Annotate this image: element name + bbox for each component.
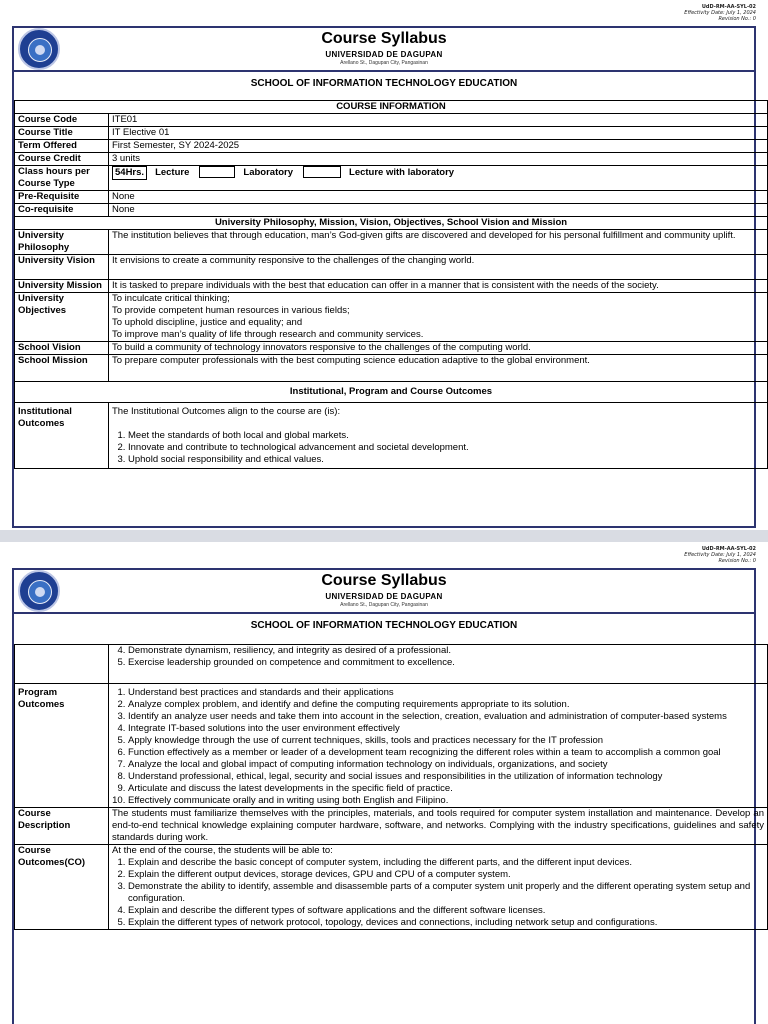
table-row	[15, 645, 768, 684]
list-item: 4. Explain and describe the different types of software applications and the different software licenses.	[128, 905, 764, 917]
list-item: To improve man’s quality of life through research and community services.	[112, 329, 424, 340]
list-item: 5. Explain the different types of network protocol, topology, devices and connections, including network setup and configurations.	[128, 917, 764, 929]
course-outcomes	[109, 845, 768, 930]
table-row: University Objectives To inculcate critical thinking; To provide competent human resources in various fields; To uphold discipline, justice and equality; and To improve man’s quality of life through research and community services.	[15, 293, 768, 342]
table-row: Program Outcomes 1. Understand best practices and standards and their applications 2. Analyze complex problem, and identify and define the computing requirements appropriate to its solution. 3. Identify an analyze user needs and take them into account in the selection, creation, evaluation and administration of computer-based systems 4. Integrate IT-based solutions into the user environment effectively 5. Apply knowledge through the use of current techniques, skills, tools and practices necessary for the IT profession 6. Function effectively as a member or leader of a development team recognizing the different roles within a team to accomplish a common goal 7. Analyze the local and global impact of computing information technology on individuals, organizations, and society 8. Understand professional, ethical, legal, security and social issues and responsibilities in the utilization of information technology 9. Articulate and discuss the latest developments in the specific field of practice. 10. Effectively communicate orally and in writing using both English and Filipino.	[15, 684, 768, 808]
lecture-option: Lecture	[155, 167, 190, 178]
list-item: To provide competent human resources in various fields;	[112, 305, 350, 316]
table-row: Course Title IT Elective 01	[15, 127, 768, 140]
section-philosophy: University Philosophy, Mission, Vision, Objectives, School Vision and Mission	[15, 217, 768, 230]
laboratory-option: Laboratory	[243, 167, 294, 178]
list-item: 4. Demonstrate dynamism, resiliency, and integrity as desired of a professional.	[128, 645, 764, 657]
revision-number: Revision No.: 0	[718, 16, 756, 22]
institutional-outcomes-continued	[109, 645, 768, 684]
university-name: UNIVERSIDAD DE DAGUPAN	[325, 50, 443, 59]
list-item: 3. Demonstrate the ability to identify, assemble and disassemble parts of a computer system unit properly and the different operating system setup and configuration.	[128, 881, 764, 905]
table-row: Course Code ITE01	[15, 114, 768, 127]
institutional-outcomes	[109, 403, 768, 469]
syllabus-header	[12, 26, 756, 72]
table-row: Course Credit 3 units	[15, 153, 768, 166]
effectivity-date: Effectivity Date: July 1, 2024	[684, 10, 756, 16]
table-row: Pre-Requisite None	[15, 191, 768, 204]
university-address: Arellano St., Dagupan City, Pangasinan	[340, 60, 428, 66]
table-row: School Vision To build a community of technology innovators responsive to the challenges of the computing world.	[15, 342, 768, 355]
list-item: To uphold discipline, justice and equality; and	[112, 317, 303, 328]
table-row: School Mission To prepare computer professionals with the best computing science education adaptive to the global environment.	[15, 355, 768, 382]
list-item: 2. Innovate and contribute to technological advancement and societal development.	[128, 442, 764, 454]
syllabus-page-2	[0, 542, 768, 1024]
course-type-options	[109, 166, 768, 191]
syllabus-header: Course Syllabus UNIVERSIDAD DE DAGUPAN Arellano St., Dagupan City, Pangasinan	[12, 568, 756, 614]
table-row: University Philosophy The institution believes that through education, man’s God-given gifts are discovered and developed for his personal fulfillment and community uplift.	[15, 230, 768, 255]
table-row: Co-requisite None	[15, 204, 768, 217]
list-item: To inculcate critical thinking;	[112, 293, 230, 304]
course-description: The students must familiarize themselves with the principles, materials, and tools required for computer system installation and maintenance. Develop an end-to-end technical knowledge explaining computer hardware, software, and networks. Complying with the industry specifications, guidelines and safety standards during work.	[109, 808, 768, 845]
lecture-lab-checkbox	[303, 166, 341, 178]
document-code: UdD-RM-AA-SYL-02	[701, 4, 756, 10]
table-row: Term Offered First Semester, SY 2024-2025	[15, 140, 768, 153]
university-philosophy: The institution believes that through education, man’s God-given gifts are discovered and developed for his personal fulfillment and community uplift.	[109, 230, 768, 255]
section-course-information: COURSE INFORMATION	[15, 101, 768, 114]
course-outcomes-intro: At the end of the course, the students will be able to:	[112, 845, 333, 856]
course-code: ITE01	[109, 114, 768, 127]
pre-requisite: None	[109, 191, 768, 204]
list-item: 10. Effectively communicate orally and in writing using both English and Filipino.	[128, 795, 764, 807]
course-title: IT Elective 01	[109, 127, 768, 140]
table-row: Class hours per Course Type 54Hrs. Lecture Laboratory Lecture with laboratory	[15, 166, 768, 191]
document-control-info: UdD-RM-AA-SYL-02 Effectivity Date: July 1, 2024 Revision No.: 0	[684, 546, 756, 564]
document-control-info	[684, 4, 756, 22]
co-requisite: None	[109, 204, 768, 217]
university-vision: It envisions to create a community responsive to the challenges of the changing world.	[109, 255, 768, 280]
list-item: 7. Analyze the local and global impact of computing information technology on individuals, organizations, and society	[128, 759, 764, 771]
page-title: Course Syllabus	[321, 30, 447, 47]
lecture-lab-option: Lecture with laboratory	[349, 167, 455, 178]
list-item: 4. Integrate IT-based solutions into the user environment effectively	[128, 723, 764, 735]
list-item: 2. Explain the different output devices, storage devices, GPU and CPU of a computer system.	[128, 869, 764, 881]
school-mission: To prepare computer professionals with the best computing science education adaptive to the global environment.	[109, 355, 768, 382]
list-item: 5. Apply knowledge through the use of current techniques, skills, tools and practices necessary for the IT profession	[128, 735, 764, 747]
table-row: University Mission It is tasked to prepare individuals with the best that education can offer in a manner that is consistent with the needs of the society.	[15, 280, 768, 293]
list-item: 2. Analyze complex problem, and identify and define the computing requirements appropriate to its solution.	[128, 699, 764, 711]
list-item: 6. Function effectively as a member or leader of a development team recognizing the different roles within a team to accomplish a common goal	[128, 747, 764, 759]
class-hours-value: 54Hrs.	[112, 166, 147, 180]
university-objectives	[109, 293, 768, 342]
course-credit: 3 units	[109, 153, 768, 166]
course-information-table	[14, 100, 768, 469]
program-outcomes	[109, 684, 768, 808]
term-offered: First Semester, SY 2024-2025	[109, 140, 768, 153]
section-outcomes: Institutional, Program and Course Outcomes	[15, 382, 768, 403]
table-row: University Vision It envisions to create a community responsive to the challenges of the changing world.	[15, 255, 768, 280]
school-vision: To build a community of technology innovators responsive to the challenges of the computing world.	[109, 342, 768, 355]
list-item: 1. Explain and describe the basic concept of computer system, including the different parts, and the different input devices.	[128, 857, 764, 869]
list-item: 1. Meet the standards of both local and global markets.	[128, 430, 764, 442]
university-mission: It is tasked to prepare individuals with the best that education can offer in a manner that is consistent with the needs of the society.	[109, 280, 768, 293]
school-name: SCHOOL OF INFORMATION TECHNOLOGY EDUCATION	[250, 78, 518, 89]
list-item: 8. Understand professional, ethical, legal, security and social issues and responsibilities in the utilization of information technology	[128, 771, 764, 783]
list-item: 1. Understand best practices and standards and their applications	[128, 687, 764, 699]
page-frame: SCHOOL OF INFORMATION TECHNOLOGY EDUCATION	[12, 614, 756, 1024]
list-item: 3. Uphold social responsibility and ethical values.	[128, 454, 764, 466]
table-row: Course Description The students must familiarize themselves with the principles, materials, and tools required for computer system installation and maintenance. Develop an end-to-end technical knowledge explaining computer hardware, software, and networks. Complying with the industry specifications, guidelines and safety standards during work.	[15, 808, 768, 845]
table-row: Course Outcomes(CO) At the end of the course, the students will be able to: 1. Explain and describe the basic concept of computer system, including the different parts, and the different input devices. 2. Explain the different output devices, storage devices, GPU and CPU of a computer system. 3. Demonstrate the ability to identify, assemble and disassemble parts of a computer system unit properly and the different operating system setup and configuration. 4. Explain and describe the different types of software applications and the different software licenses. 5. Explain the different types of network protocol, topology, devices and connections, including network setup and configurations.	[15, 845, 768, 930]
institutional-intro: The Institutional Outcomes align to the course are (is):	[112, 406, 341, 417]
table-row: Institutional Outcomes The Institutional Outcomes align to the course are (is): 1. Meet the standards of both local and global markets. 2. Innovate and contribute to technological advancement and societal development. 3. Uphold social responsibility and ethical values.	[15, 403, 768, 469]
outcomes-table	[14, 644, 768, 930]
list-item: 3. Identify an analyze user needs and take them into account in the selection, creation, evaluation and administration of computer-based systems	[128, 711, 764, 723]
laboratory-checkbox	[199, 166, 235, 178]
list-item: 9. Articulate and discuss the latest developments in the specific field of practice.	[128, 783, 764, 795]
list-item: 5. Exercise leadership grounded on competence and commitment to excellence.	[128, 657, 764, 669]
